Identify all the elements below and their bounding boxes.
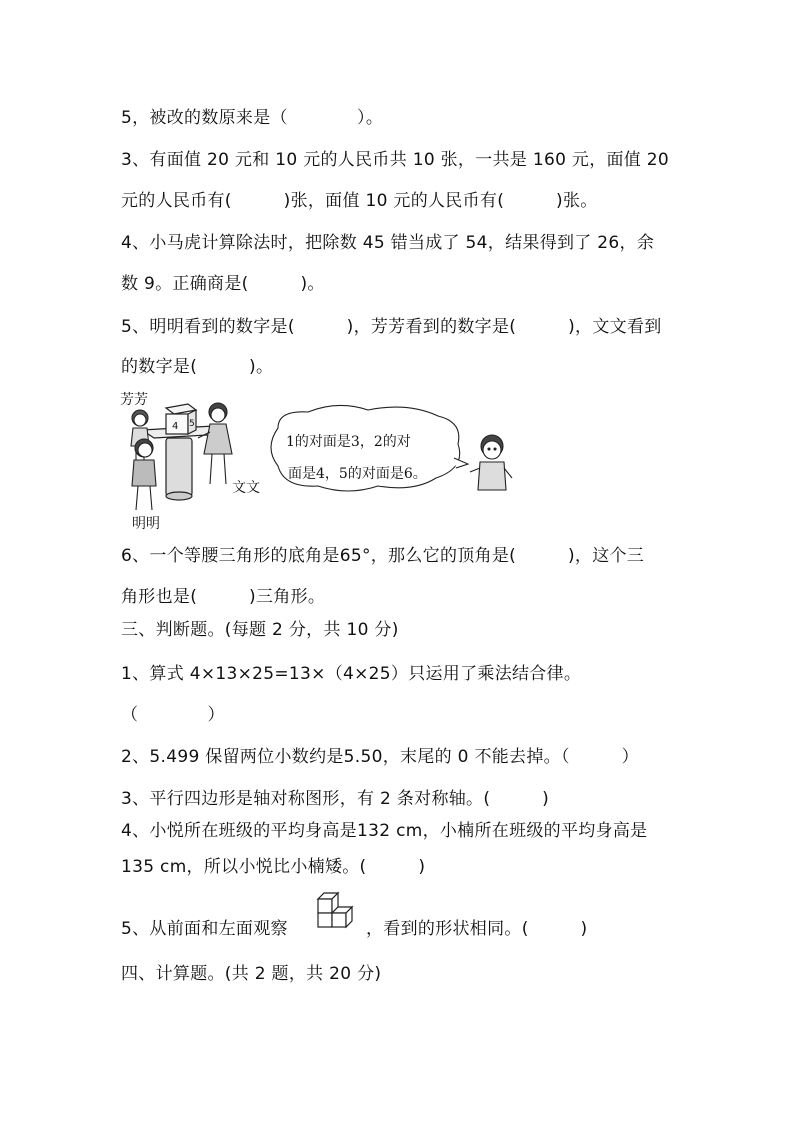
fill-q6-line2: 角形也是( )三角形。 — [121, 587, 326, 607]
fill-q5-line1: 5、明明看到的数字是( )，芳芳看到的数字是( )，文文看到 — [121, 317, 662, 337]
judge-q5-part2: ，看到的形状相同。( ) — [366, 919, 588, 939]
fill-q5-original-number: 5，被改的数原来是（ ）。 — [121, 108, 384, 128]
judge-q2: 2、5.499 保留两位小数约是5.50，末尾的 0 不能去掉。（ ） — [121, 747, 639, 767]
section-calculation-heading: 四、计算题。(共 2 题，共 20 分) — [121, 964, 382, 984]
fill-q5-line2: 的数字是( )。 — [121, 357, 274, 377]
section-judgement-heading: 三、判断题。(每题 2 分，共 10 分) — [121, 620, 399, 640]
label-wenwen: 文文 — [232, 480, 260, 496]
judge-q4-line1: 4、小悦所在班级的平均身高是132 cm，小楠所在班级的平均身高是 — [121, 821, 648, 841]
judge-q1-line1: 1、算式 4×13×25=13×（4×25）只运用了乘法结合律。 — [121, 664, 582, 684]
cube-drawing — [166, 404, 196, 434]
judge-q1-answer-blank: （ ） — [121, 705, 225, 725]
judge-q3: 3、平行四边形是轴对称图形，有 2 条对称轴。( ) — [121, 789, 550, 809]
fill-q3-line2: 元的人民币有( )张，面值 10 元的人民币有( )张。 — [121, 191, 598, 211]
speaking-boy-figure — [470, 435, 512, 490]
fill-q3-line1: 3、有面值 20 元和 10 元的人民币共 10 张，一共是 160 元，面值 20 — [121, 150, 670, 170]
wenwen-figure — [198, 403, 232, 484]
judge-q5-part1: 5、从前面和左面观察 — [121, 919, 288, 939]
label-fangfang: 芳芳 — [120, 392, 148, 408]
bubble-text-line2: 面是4，5的对面是6。 — [288, 466, 427, 482]
fill-q4-line1: 4、小马虎计算除法时，把除数 45 错当成了 54，结果得到了 26，余 — [121, 233, 655, 253]
stacked-cubes-icon — [314, 891, 358, 935]
bubble-text-line1: 1的对面是3，2的对 — [286, 434, 411, 450]
fill-q4-line2: 数 9。正确商是( )。 — [121, 274, 325, 294]
fill-q6-line1: 6、一个等腰三角形的底角是65°，那么它的顶角是( )，这个三 — [121, 546, 645, 566]
cube-face-4: 4 — [172, 421, 179, 432]
label-mingming: 明明 — [132, 516, 160, 532]
speech-bubble — [271, 405, 468, 491]
cube-face-5: 5 — [189, 419, 195, 429]
judge-q4-line2: 135 cm，所以小悦比小楠矮。( ) — [121, 857, 426, 877]
mingming-figure — [132, 439, 156, 510]
cube-children-illustration — [118, 388, 518, 538]
